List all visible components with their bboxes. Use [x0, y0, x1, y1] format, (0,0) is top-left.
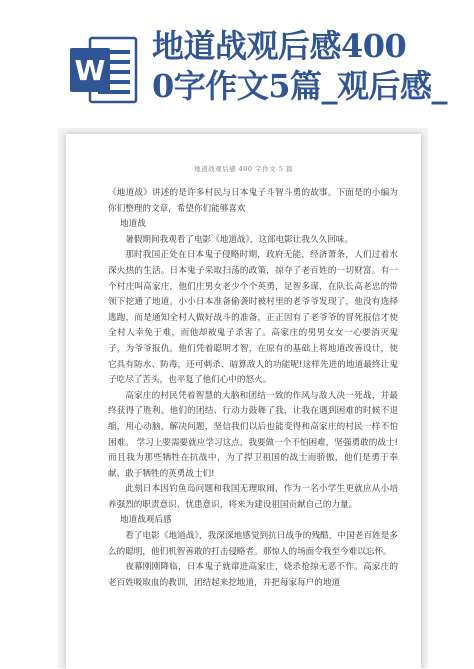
title-line-2: 0字作文5篇_观后感_: [152, 67, 448, 105]
section-heading: 地道战: [120, 219, 146, 230]
paragraph: 那时我国正处在日本鬼子侵略时期，政府无能，经济萧条，人们过着水深火热的生活。日本鬼子采取扫荡的政策，掠夺了老百姓的一切财富。有一个村庄叫高家庄，他们庄男女老少个个英勇，足智多谋，在队长高老忠的带领下挖通了地道。小小日本准备偷袭时被村里的老爷爷发现了，他没有选择逃跑，而是通知全村人做好战斗的准备，正正因有了老爷爷的冒死报信才使全村人幸免于难，而他却被鬼子杀害了。高家庄的男男女女一心要消灭鬼子，为爷爷报仇。他们凭着聪明才智，在原有的基础上将地道改善设计，使它具有防水、防毒，还可刺杀、暗算敌人的功能呢!这样先进的地道最终让鬼子吃尽了苦头，也平复了他们心中的怒火。: [108, 250, 398, 386]
paragraph: 《地道战》讲述的是许多村民与日本鬼子斗智斗勇的故事。下面是的小编为你们整理的文章，希望你们能够喜欢: [108, 188, 398, 214]
word-document-icon: [68, 34, 138, 106]
paragraph: 暑假期间我观看了电影《地道战》，这部电影让我久久回味。: [125, 234, 353, 245]
paragraph: 高家庄的村民凭着智慧的大脑和团结一致的作风与敌人决一死战，并最终获得了胜利。他们的团结、行动力鼓舞了我，让我在遇到困难的时候不退缩，用心动脑，解决问题，坚信我们以后也能变得和高家庄的村民一样不怕困难。 学习上要需要就应学习这点，我要做一个不怕困难，坚强勇敢的战士!而且我为那些牺牲在抗战中，为了捍卫祖国的战士而骄傲，他们是勇于奉献、敢于牺牲的英勇战士们!: [108, 390, 398, 479]
title-banner: [0, 0, 474, 125]
section-heading: 地道战观后感: [120, 515, 172, 526]
document-page: [66, 134, 421, 669]
paragraph: 夜幕刚刚降临，日本鬼子就窜进高家庄，烧杀抢掠无恶不作。高家庄的老百姓吸取血的教训，团结起来挖地道，并把每家每户的地道: [108, 562, 398, 588]
document-body: [108, 186, 398, 591]
title-line-1: 地道战观后感400: [152, 27, 407, 65]
svg-text:W: W: [74, 54, 106, 87]
paragraph: 此刻日本因钓鱼岛问题和我国无理取闹，作为一名小学生更就应从小培养强烈的职责意识、忧患意识，将来为建设祖国贡献自己的力量。: [108, 484, 398, 510]
paragraph: 看了电影《地道战》，我深深地感觉到抗日战争的残酷，中国老百姓是多么的聪明，他们机智善敢的打击侵略者。那惊人的场面令我至今难以忘怀。: [108, 531, 398, 557]
page-title: [152, 26, 466, 106]
document-header: 地道战观后感 400 字作文 5 篇: [194, 165, 293, 173]
